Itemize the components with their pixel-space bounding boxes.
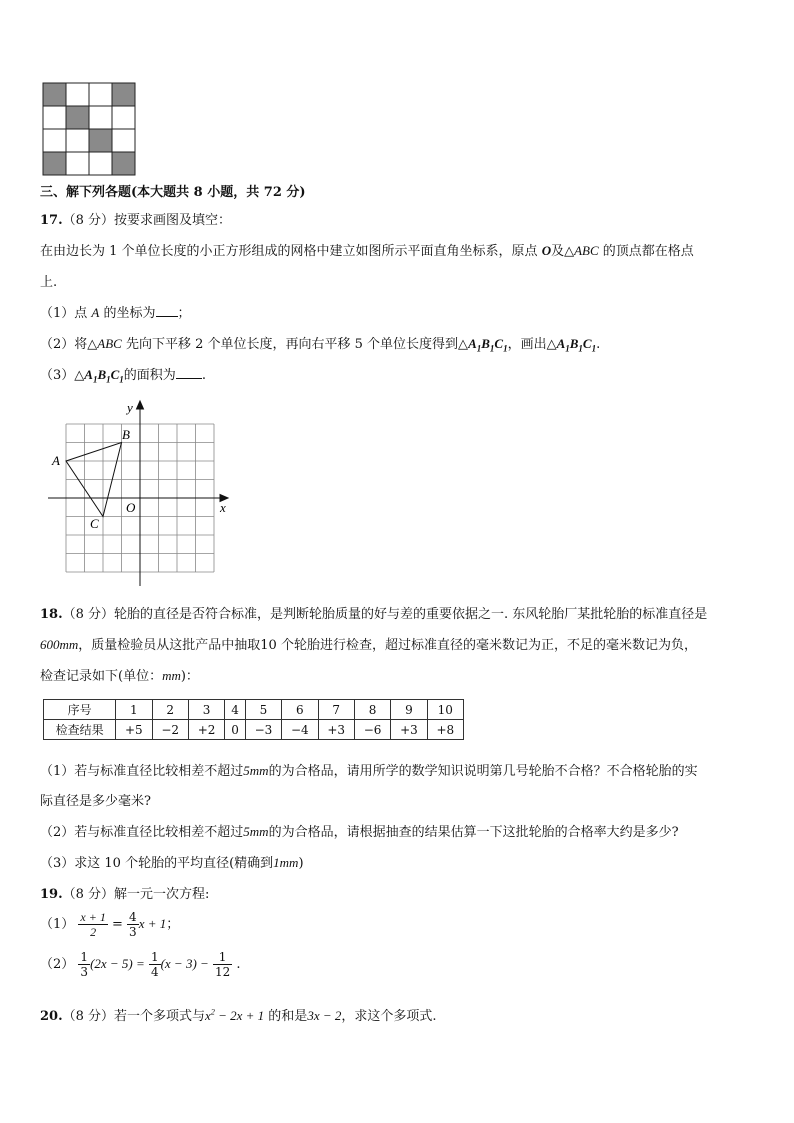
grid-cell bbox=[112, 106, 135, 129]
q19-e2-mid2: (x − 3) − bbox=[160, 956, 209, 971]
q18-line2-text: ，质量检验员从这批产品中抽取10 个轮胎进行检查，超过标准直径的毫米数记为正，不足的毫米数记为负， bbox=[78, 638, 697, 653]
q18-standard-unit: mm bbox=[59, 637, 79, 652]
table-cell: −3 bbox=[245, 720, 281, 740]
fraction: $\frac{4}{3}$ bbox=[129, 910, 137, 939]
checker-grid-figure bbox=[42, 82, 136, 176]
q17-p3-a: （3）△ bbox=[40, 368, 85, 383]
section-heading: 三、解下列各题(本大题共 8 小题，共 72 分) bbox=[40, 185, 306, 200]
table-cell: 7 bbox=[318, 700, 354, 720]
table-cell: 10 bbox=[427, 700, 463, 720]
q20-score: （8 分） bbox=[62, 1009, 115, 1024]
q18-standard-value: 600 bbox=[40, 637, 60, 652]
q20-sum: 3x − 2 bbox=[307, 1008, 342, 1023]
q17-p1-a: （1）点 bbox=[40, 306, 88, 321]
q18-s1-a: （1）若与标准直径比较相差不超过 bbox=[40, 764, 244, 779]
table-cell: 4 bbox=[225, 700, 246, 720]
grid-cell bbox=[43, 106, 66, 129]
q19-equation-1 bbox=[40, 910, 179, 939]
q18-s2-a: （2）若与标准直径比较相差不超过 bbox=[40, 825, 244, 840]
table-cell: +3 bbox=[391, 720, 427, 740]
point-c-label: C bbox=[90, 516, 99, 531]
fraction: $\frac{1}{12}$ bbox=[214, 950, 231, 979]
q18-s1-b: 的为合格品，请用所学的数学知识说明第几号轮胎不合格？不合格轮胎的实 bbox=[268, 764, 698, 779]
q20-text-b: 的和是 bbox=[268, 1009, 308, 1024]
grid-cell-filled bbox=[43, 83, 66, 106]
q17-part2 bbox=[40, 333, 600, 354]
grid-cell bbox=[43, 129, 66, 152]
q17-p2-c: ，画出△ bbox=[507, 337, 557, 352]
origin-label: O bbox=[126, 500, 136, 515]
q17-p1-end: ； bbox=[177, 306, 191, 321]
q17-p3-b: 的面积为 bbox=[123, 368, 176, 383]
axes bbox=[48, 401, 228, 586]
y-axis-label: y bbox=[127, 400, 133, 415]
q19-e2-label: （2） bbox=[40, 957, 75, 972]
table-cell: +5 bbox=[116, 720, 152, 740]
table-cell: −6 bbox=[354, 720, 390, 740]
q17-origin-o: O bbox=[541, 243, 552, 258]
q20-text-a: 若一个多项式与 bbox=[114, 1009, 206, 1024]
grid-cell-filled bbox=[43, 152, 66, 175]
q19-score: （8 分） bbox=[62, 887, 115, 902]
q17-part1 bbox=[40, 302, 191, 321]
q18-sub2 bbox=[40, 821, 679, 840]
point-b-label: B bbox=[122, 427, 130, 442]
q18-line3-a: 检查记录如下(单位： bbox=[40, 669, 163, 684]
table-cell: +8 bbox=[427, 720, 463, 740]
q17-p2-abc: ABC bbox=[97, 336, 122, 351]
grid-cell bbox=[66, 129, 89, 152]
q19-equation-2 bbox=[40, 950, 241, 979]
table-cell: 1 bbox=[116, 700, 152, 720]
q17-intro bbox=[40, 240, 694, 259]
table-cell: 2 bbox=[152, 700, 188, 720]
q17-score: （8 分） bbox=[62, 213, 115, 228]
q19-title bbox=[40, 883, 209, 902]
q17-part3 bbox=[40, 364, 206, 385]
q20-polynomial: $x^2 - 2x + 1$ bbox=[205, 1007, 265, 1023]
q18-s3-a: （3）求这 10 个轮胎的平均直径(精确到 bbox=[40, 856, 274, 871]
grid-cell-filled bbox=[112, 83, 135, 106]
q17-intro-triangle: △ABC bbox=[564, 243, 599, 258]
q18-sub1-line2: 际直径是多少毫米? bbox=[40, 794, 151, 809]
fraction: $\frac{1}{4}$ bbox=[150, 950, 159, 979]
table-cell: 8 bbox=[354, 700, 390, 720]
grid-cell bbox=[66, 83, 89, 106]
q19-e2-mid1: (2x − 5) = bbox=[90, 956, 145, 971]
table-header-label: 序号 bbox=[44, 700, 116, 720]
q17-title bbox=[40, 209, 231, 228]
q18-line3-unit: mm bbox=[162, 668, 181, 683]
x-axis-label: x bbox=[220, 500, 226, 515]
table-row-label: 检查结果 bbox=[44, 720, 116, 740]
q18-line1 bbox=[40, 603, 707, 622]
q18-line1-text: 轮胎的直径是否符合标准，是判断轮胎质量的好与差的重要依据之一. 东风轮胎厂某批轮胎的标准直径是 bbox=[114, 607, 708, 622]
q19-title-text: 解一元一次方程: bbox=[114, 887, 210, 902]
q18-sub1 bbox=[40, 760, 698, 779]
table-row bbox=[44, 720, 464, 740]
q18-line3-b: )： bbox=[180, 669, 199, 684]
q19-e1-end: ； bbox=[166, 917, 180, 932]
grid-cell-filled bbox=[112, 152, 135, 175]
q17-p2-a: （2）将△ bbox=[40, 337, 98, 352]
q17-p2-end: . bbox=[596, 337, 601, 352]
point-a-label: A bbox=[52, 453, 60, 468]
equals-sign: = bbox=[112, 917, 123, 932]
q20 bbox=[40, 1005, 437, 1024]
grid-cell bbox=[89, 83, 112, 106]
q19-e1-label: （1） bbox=[40, 917, 75, 932]
q19-e1-rest: x + 1 bbox=[138, 916, 167, 931]
table-cell: 9 bbox=[391, 700, 427, 720]
q17-p1-point: A bbox=[91, 305, 100, 320]
fraction: $\frac{1}{3}$ bbox=[80, 950, 89, 979]
grid-cell bbox=[112, 129, 135, 152]
q17-intro-b: 及 bbox=[551, 244, 565, 259]
q17-intro-a: 在由边长为 1 个单位长度的小正方形组成的网格中建立如图所示平面直角坐标系，原点 bbox=[40, 244, 538, 259]
answer-blank[interactable] bbox=[176, 367, 202, 379]
table-cell: 6 bbox=[282, 700, 318, 720]
q17-title-text: 按要求画图及填空： bbox=[114, 213, 232, 228]
q20-text-c: ，求这个多项式. bbox=[341, 1009, 437, 1024]
answer-blank[interactable] bbox=[156, 305, 178, 317]
table-cell: +3 bbox=[318, 720, 354, 740]
q17-p2-b: 先向下平移 2 个单位长度，再向右平移 5 个单位长度得到△ bbox=[125, 337, 469, 352]
q17-p1-b: 的坐标为 bbox=[103, 306, 156, 321]
grid-cell-filled bbox=[89, 129, 112, 152]
q17-number: 17. bbox=[40, 213, 63, 228]
q17-intro-c: 的顶点都在格点 bbox=[602, 244, 694, 259]
grid-cell bbox=[66, 152, 89, 175]
table-cell: −2 bbox=[152, 720, 188, 740]
grid-cell-filled bbox=[66, 106, 89, 129]
q18-s1-limit: 5mm bbox=[243, 763, 269, 778]
q18-s2-b: 的为合格品，请根据抽查的结果估算一下这批轮胎的合格率大约是多少? bbox=[268, 825, 679, 840]
fraction: $\frac{x + 1}{2}$ bbox=[80, 910, 106, 939]
q18-line3 bbox=[40, 665, 199, 684]
q19-number: 19. bbox=[40, 887, 63, 902]
table-cell: 5 bbox=[245, 700, 281, 720]
q18-line2 bbox=[40, 634, 697, 653]
q20-number: 20. bbox=[40, 1009, 63, 1024]
q17-p2-tri1: $A_1B_1C_1$ bbox=[468, 336, 508, 354]
table-cell: −4 bbox=[282, 720, 318, 740]
q18-s3-unit: 1mm bbox=[273, 855, 299, 870]
q17-p3-end: . bbox=[201, 368, 206, 383]
q17-intro-line2: 上. bbox=[40, 275, 58, 290]
q18-score: （8 分） bbox=[62, 607, 115, 622]
q17-p2-tri2: $A_1B_1C_1$ bbox=[556, 336, 597, 354]
table-cell: 3 bbox=[188, 700, 224, 720]
coordinate-grid-figure bbox=[40, 396, 240, 588]
grid-cell bbox=[89, 106, 112, 129]
q18-number: 18. bbox=[40, 607, 63, 622]
q19-e2-end: . bbox=[236, 957, 241, 972]
table-cell: 0 bbox=[225, 720, 246, 740]
table-header-row bbox=[44, 700, 464, 720]
q18-s2-limit: 5mm bbox=[243, 824, 269, 839]
q18-s3-b: ) bbox=[298, 856, 304, 871]
q17-p3-tri: $A_1B_1C_1$ bbox=[84, 367, 124, 385]
table-cell: +2 bbox=[188, 720, 224, 740]
grid-cell bbox=[89, 152, 112, 175]
inspection-table bbox=[43, 699, 464, 740]
q18-sub3 bbox=[40, 852, 304, 871]
